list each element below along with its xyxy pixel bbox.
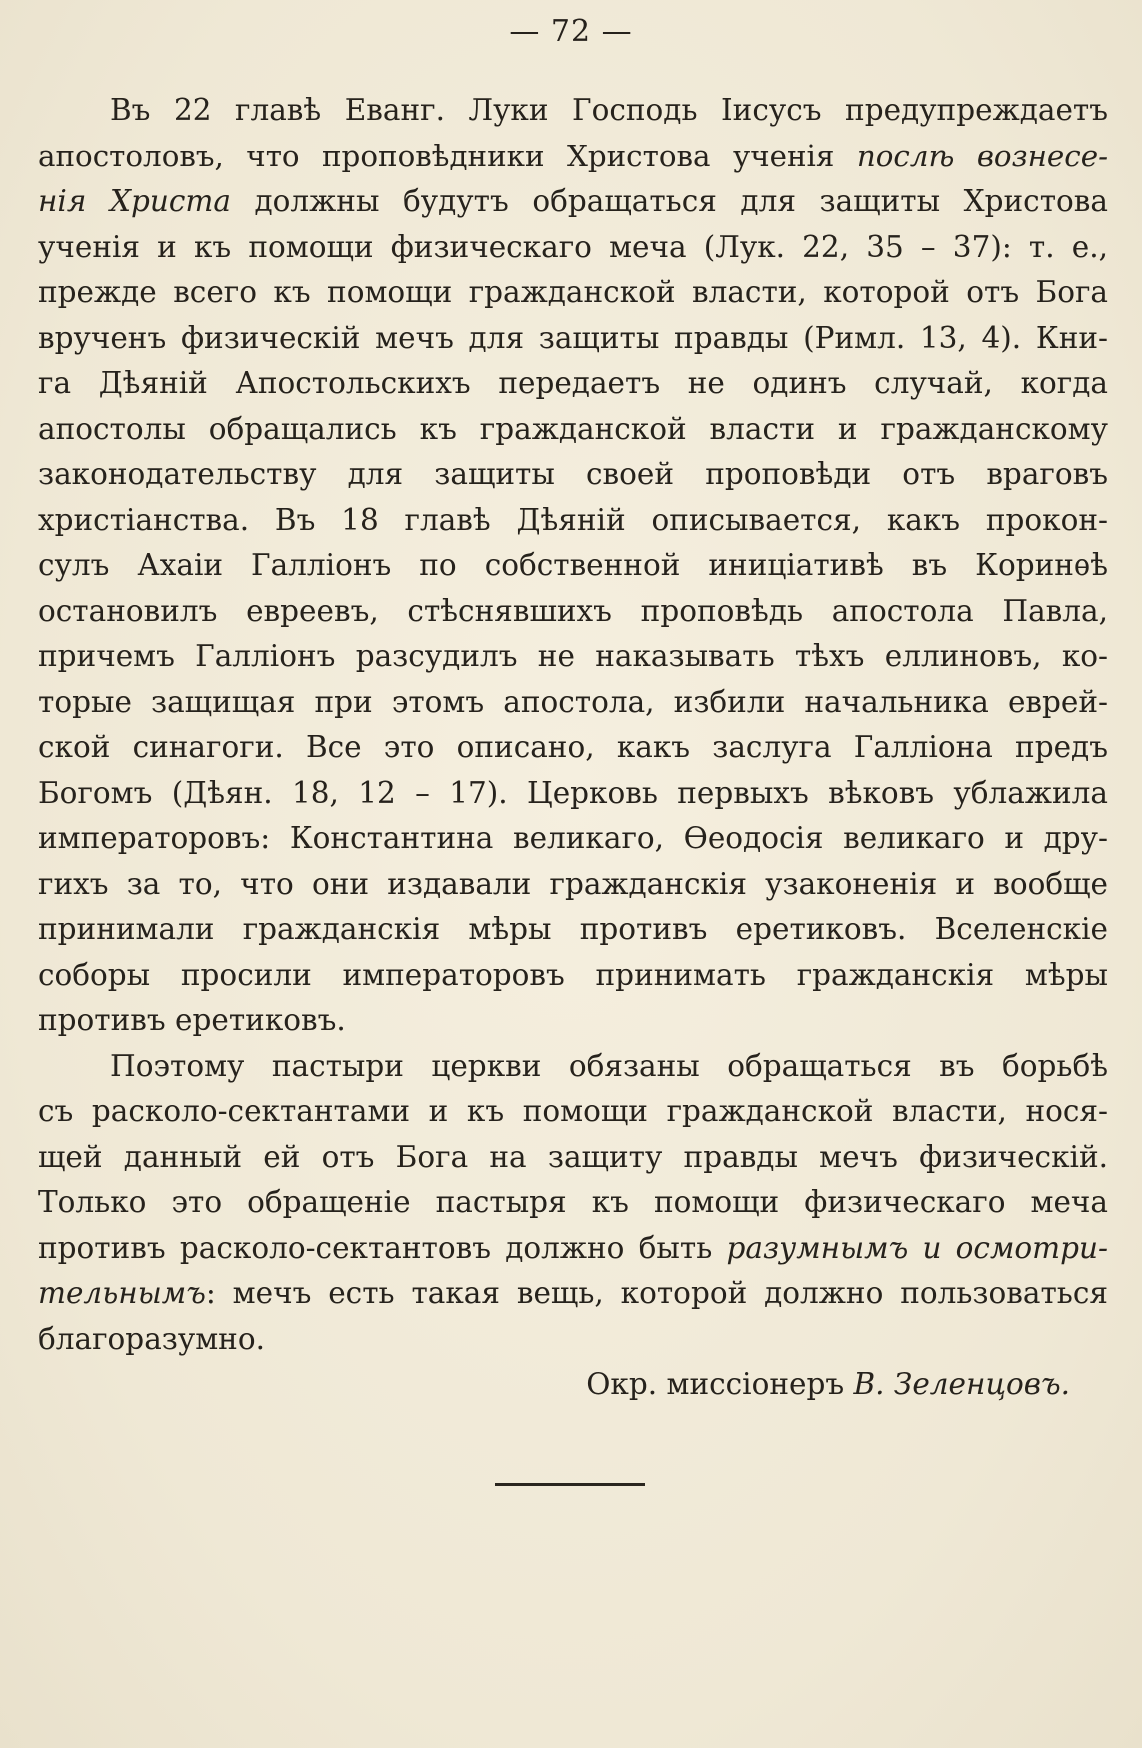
text-line: ученія и къ помощи физическаго меча (Лук. 22, 35 – 37): т. е., — [38, 229, 1108, 264]
text-line: гихъ за то, что они издавали гражданскія узаконенія и вообще — [38, 866, 1108, 901]
text-line: тельнымъ: мечъ есть такая вещь, которой должно пользоваться — [38, 1276, 1108, 1310]
text-line: апостолы обращались къ гражданской власти и гражданскому — [38, 411, 1108, 446]
body-text — [38, 88, 1108, 1408]
italic-phrase: нія Христа — [38, 184, 231, 218]
text-line: щей данный ей отъ Бога на защиту правды мечъ физическій. — [38, 1139, 1108, 1174]
page-number: — 72 — — [509, 14, 633, 49]
text-line: Поэтому пастыри церкви обязаны обращаться въ борьбѣ — [110, 1048, 1108, 1083]
text-line: га Дѣяній Апостольскихъ передаетъ не одинъ случай, когда — [38, 366, 1108, 400]
text-line: торые защищая при этомъ апостола, избили начальника еврей- — [38, 684, 1108, 719]
text-line: Только это обращеніе пастыря къ помощи физическаго меча — [38, 1185, 1108, 1219]
text-line: прежде всего къ помощи гражданской власти, которой отъ Бога — [38, 275, 1108, 309]
text-line: Въ 22 главѣ Еванг. Луки Господь Іисусъ предупреждаетъ — [110, 93, 1108, 127]
horizontal-rule — [495, 1483, 645, 1486]
text-line: принимали гражданскія мѣры противъ еретиковъ. Вселенскіе — [38, 912, 1108, 946]
text-line: противъ еретиковъ. — [38, 1003, 346, 1037]
signature-name: В. Зеленцовъ. — [853, 1367, 1070, 1401]
text-line: апостоловъ, что проповѣдники Христова ученія послѣ вознесе- — [38, 138, 1108, 173]
italic-phrase: разумнымъ и осмотри- — [726, 1230, 1108, 1265]
signature — [38, 1362, 1108, 1408]
text-line: христіанства. Въ 18 главѣ Дѣяній описывается, какъ прокон- — [38, 502, 1108, 537]
text-line: съ расколо-сектантами и къ помощи гражданской власти, нося- — [38, 1094, 1108, 1128]
text-line: благоразумно. — [38, 1321, 265, 1356]
text-line: причемъ Галліонъ разсудилъ не наказывать тѣхъ еллиновъ, ко- — [38, 639, 1108, 673]
text-line: соборы просили императоровъ принимать гражданскія мѣры — [38, 957, 1108, 992]
italic-phrase: тельнымъ — [38, 1276, 206, 1310]
text-line: Богомъ (Дѣян. 18, 12 – 17). Церковь первыхъ вѣковъ ублажила — [38, 775, 1108, 810]
text-line: врученъ физическій мечъ для защиты правды (Римл. 13, 4). Кни- — [38, 320, 1108, 355]
text-line: ской синагоги. Все это описано, какъ заслуга Галліона предъ — [38, 730, 1108, 764]
text-line: императоровъ: Константина великаго, Ѳеодосія великаго и дру- — [38, 821, 1108, 855]
text-line: остановилъ евреевъ, стѣснявшихъ проповѣдь апостола Павла, — [38, 593, 1108, 628]
text-line: нія Христа должны будутъ обращаться для защиты Христова — [38, 184, 1108, 218]
italic-phrase: послѣ вознесе- — [856, 138, 1108, 173]
signature-prefix: Окр. миссіонеръ — [586, 1367, 854, 1401]
text-line: сулъ Ахаіи Галліонъ по собственной иниціативѣ въ Коринѳѣ — [38, 548, 1108, 582]
text-line: законодательству для защиты своей проповѣди отъ враговъ — [38, 457, 1108, 491]
text-line: противъ расколо-сектантовъ должно быть разумнымъ и осмотри- — [38, 1230, 1108, 1265]
